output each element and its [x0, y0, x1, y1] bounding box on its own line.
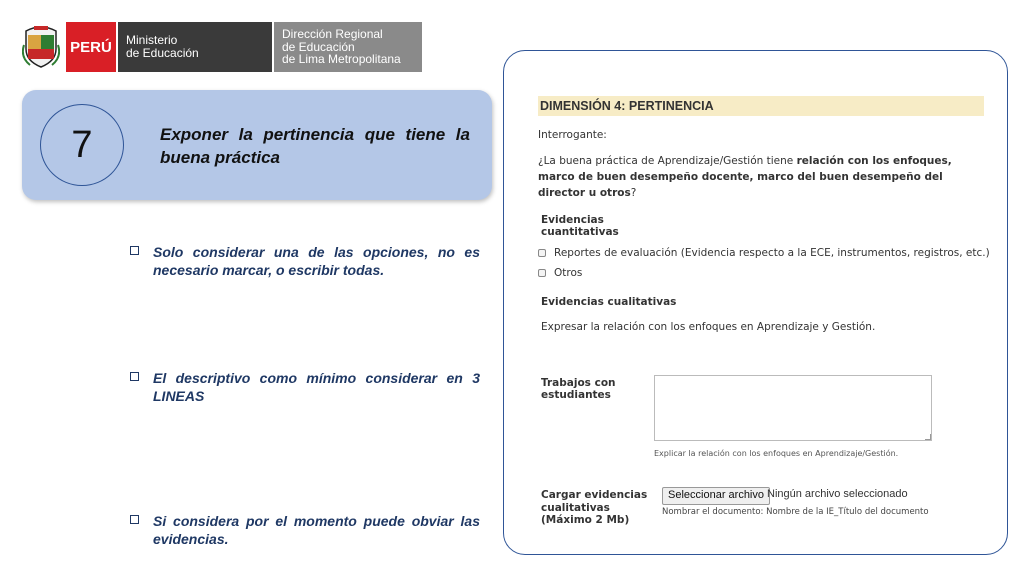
select-file-button[interactable]: Seleccionar archivo	[662, 487, 770, 505]
file-status: Ningún archivo seleccionado	[767, 488, 908, 500]
national-shield-icon	[22, 25, 60, 69]
trabajos-textarea[interactable]	[654, 375, 932, 441]
expresar-instruction: Expresar la relación con los enfoques en Aprendizaje y Gestión.	[541, 321, 876, 333]
step-number: 7	[40, 104, 124, 186]
question-text: ¿La buena práctica de Aprendizaje/Gestión tiene relación con los enfoques, marco de buen desempeño docente, marco del buen desempeño del director u otros?	[538, 155, 952, 199]
interrogante-label: Interrogante:	[538, 129, 607, 141]
checkbox-bullet-icon	[130, 372, 139, 381]
checkbox-bullet-icon	[130, 246, 139, 255]
file-name-hint: Nombrar el documento: Nombre de la IE_Título del documento	[662, 507, 929, 517]
checkbox-option-otros[interactable]: Otros	[538, 267, 582, 279]
evidencias-cuantitativas-label: Evidencias cuantitativas	[541, 214, 619, 238]
note-item: Si considera por el momento puede obviar las evidencias.	[130, 512, 480, 548]
trabajos-hint: Explicar la relación con los enfoques en Aprendizaje/Gestión.	[654, 449, 899, 458]
note-item: El descriptivo como mínimo considerar en 3 LINEAS	[130, 369, 480, 405]
evidencias-cualitativas-label: Evidencias cualitativas	[541, 296, 677, 308]
resize-grip-icon[interactable]	[925, 434, 931, 440]
ministry-logo	[22, 22, 422, 72]
regional-direction-name: Dirección Regional de Educación de Lima Metropolitana	[274, 22, 422, 72]
checkbox[interactable]	[538, 249, 546, 257]
checkbox-bullet-icon	[130, 515, 139, 524]
step-title: Exponer la pertinencia que tiene la buena práctica	[160, 125, 470, 167]
trabajos-label: Trabajos con estudiantes	[541, 377, 616, 401]
checkbox-option-reportes[interactable]: Reportes de evaluación (Evidencia respecto a la ECE, instrumentos, registros, etc.)	[538, 247, 990, 259]
peru-label: PERÚ	[66, 22, 116, 72]
checkbox[interactable]	[538, 269, 546, 277]
cargar-evidencias-label: Cargar evidencias cualitativas (Máximo 2 Mb)	[541, 489, 648, 526]
note-item: Solo considerar una de las opciones, no es necesario marcar, o escribir todas.	[130, 243, 480, 279]
step-title-box	[22, 90, 492, 200]
ministry-name: Ministerio de Educación	[118, 22, 272, 72]
dimension-title: DIMENSIÓN 4: PERTINENCIA	[538, 96, 984, 116]
form-screenshot-panel	[503, 50, 1008, 555]
